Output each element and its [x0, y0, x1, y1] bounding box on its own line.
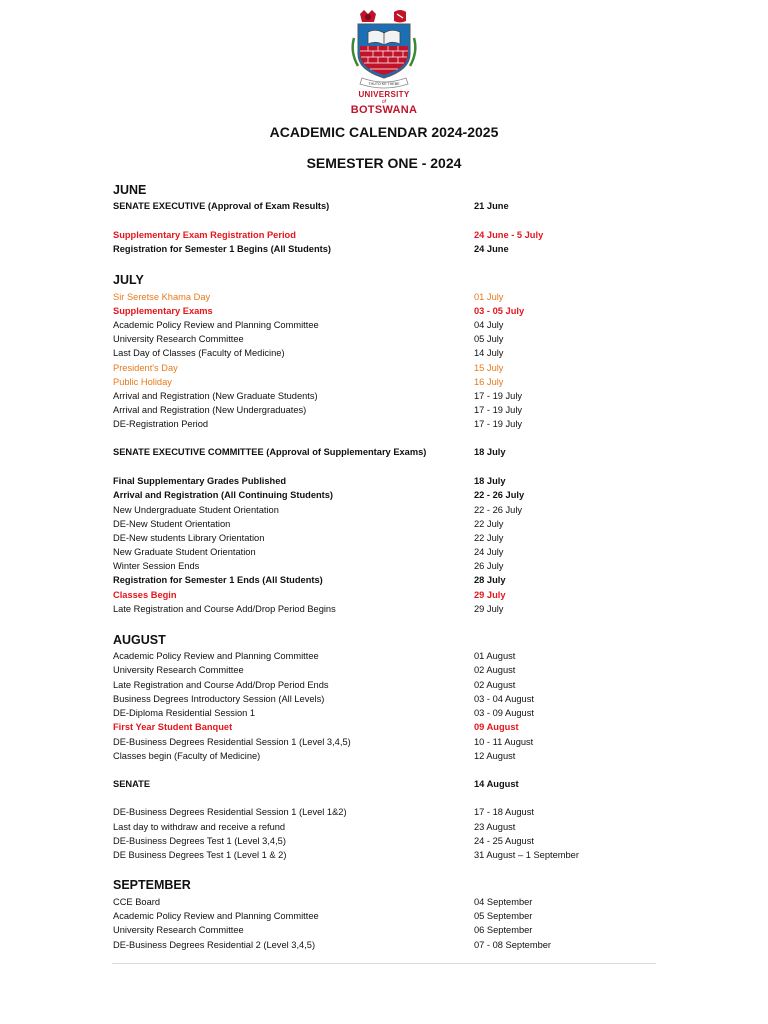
- event-date: 18 July: [474, 447, 506, 457]
- event-date: 17 - 19 July: [474, 391, 523, 401]
- event-date: 14 July: [474, 348, 504, 358]
- event-date: 29 July: [474, 604, 504, 614]
- calendar-row: [113, 304, 653, 318]
- calendar-row: [113, 834, 653, 848]
- logo-text-botswana: BOTSWANA: [350, 104, 418, 116]
- event-name: DE-Business Degrees Residential 2 (Level 3,4,5): [113, 940, 316, 950]
- event-name: Sir Seretse Khama Day: [113, 292, 211, 302]
- event-name: SENATE EXECUTIVE (Approval of Exam Results): [113, 201, 330, 211]
- calendar-row: [113, 777, 653, 791]
- calendar-row: [113, 559, 653, 573]
- event-date: 01 August: [474, 651, 516, 661]
- event-date: 26 July: [474, 561, 504, 571]
- event-name: Supplementary Exam Registration Period: [113, 230, 296, 240]
- university-crest-icon: [348, 8, 420, 90]
- event-name: Winter Session Ends: [113, 561, 200, 571]
- event-name: DE-Business Degrees Test 1 (Level 3,4,5): [113, 836, 286, 846]
- event-date: 17 - 18 August: [474, 807, 534, 817]
- event-name: DE-Business Degrees Residential Session 1 (Level 3,4,5): [113, 737, 351, 747]
- event-name: Late Registration and Course Add/Drop Period Begins: [113, 604, 336, 614]
- event-name: Arrival and Registration (All Continuing Students): [113, 490, 334, 500]
- event-name: DE-Business Degrees Residential Session 1 (Level 1&2): [113, 807, 347, 817]
- event-name: CCE Board: [113, 897, 161, 907]
- event-name: University Research Committee: [113, 925, 244, 935]
- event-date: 03 - 04 August: [474, 694, 534, 704]
- event-date: 24 July: [474, 547, 504, 557]
- calendar-row: [113, 375, 653, 389]
- event-name: Registration for Semester 1 Begins (All Students): [113, 244, 332, 254]
- event-name: Public Holiday: [113, 377, 172, 387]
- calendar-row: [113, 199, 653, 213]
- event-name: Academic Policy Review and Planning Committee: [113, 651, 319, 661]
- month-heading-june: JUNE: [113, 183, 147, 197]
- event-name: Late Registration and Course Add/Drop Period Ends: [113, 680, 329, 690]
- event-name: DE-New students Library Orientation: [113, 533, 265, 543]
- logo-motto: THUTO KE THEBE: [368, 82, 400, 86]
- event-date: 21 June: [474, 201, 509, 211]
- logo-text-university: UNIVERSITY: [358, 90, 410, 99]
- event-name: New Graduate Student Orientation: [113, 547, 256, 557]
- event-name: Academic Policy Review and Planning Committee: [113, 320, 319, 330]
- event-name: DE-New Student Orientation: [113, 519, 231, 529]
- calendar-row: [113, 923, 653, 937]
- event-date: 17 - 19 July: [474, 405, 523, 415]
- calendar-row: [113, 531, 653, 545]
- calendar-row: [113, 706, 653, 720]
- event-date: 04 July: [474, 320, 504, 330]
- calendar-row: [113, 228, 653, 242]
- event-name: Arrival and Registration (New Graduate Students): [113, 391, 318, 401]
- event-date: 31 August – 1 September: [474, 850, 579, 860]
- event-date: 06 September: [474, 925, 533, 935]
- month-heading-july: JULY: [113, 273, 144, 287]
- calendar-row: [113, 663, 653, 677]
- month-heading-september: SEPTEMBER: [113, 878, 191, 892]
- event-date: 07 - 08 September: [474, 940, 552, 950]
- event-date: 24 - 25 August: [474, 836, 534, 846]
- event-name: Classes begin (Faculty of Medicine): [113, 751, 261, 761]
- calendar-row: [113, 895, 653, 909]
- event-name: Last Day of Classes (Faculty of Medicine): [113, 348, 285, 358]
- calendar-row: [113, 692, 653, 706]
- calendar-row: [113, 678, 653, 692]
- event-date: 03 - 05 July: [474, 306, 525, 316]
- event-name: Classes Begin: [113, 590, 177, 600]
- event-name: Academic Policy Review and Planning Committee: [113, 911, 319, 921]
- event-name: DE-Diploma Residential Session 1: [113, 708, 256, 718]
- event-date: 23 August: [474, 822, 516, 832]
- calendar-row: [113, 938, 653, 952]
- event-date: 29 July: [474, 590, 506, 600]
- event-name: Final Supplementary Grades Published: [113, 476, 287, 486]
- event-date: 22 July: [474, 519, 504, 529]
- page-subtitle: SEMESTER ONE - 2024: [306, 155, 462, 171]
- calendar-row: [113, 290, 653, 304]
- month-heading-august: AUGUST: [113, 633, 166, 647]
- calendar-row: [113, 242, 653, 256]
- calendar-row: [113, 602, 653, 616]
- calendar-row: [113, 488, 653, 502]
- calendar-row: [113, 445, 653, 459]
- calendar-row: [113, 720, 653, 734]
- event-date: 02 August: [474, 680, 516, 690]
- event-name: University Research Committee: [113, 334, 244, 344]
- event-date: 12 August: [474, 751, 516, 761]
- page-title: ACADEMIC CALENDAR 2024-2025: [269, 124, 499, 140]
- event-date: 15 July: [474, 363, 504, 373]
- calendar-row: [113, 649, 653, 663]
- calendar-row: [113, 332, 653, 346]
- event-name: President's Day: [113, 363, 178, 373]
- calendar-row: [113, 735, 653, 749]
- event-name: DE-Registration Period: [113, 419, 209, 429]
- calendar-row: [113, 805, 653, 819]
- event-name: SENATE: [113, 779, 151, 789]
- event-date: 04 September: [474, 897, 533, 907]
- event-date: 03 - 09 August: [474, 708, 534, 718]
- logo-text-of: of: [381, 99, 387, 105]
- event-name: New Undergraduate Student Orientation: [113, 505, 279, 515]
- calendar-row: [113, 417, 653, 431]
- calendar-row: [113, 346, 653, 360]
- calendar-row: [113, 517, 653, 531]
- event-date: 18 July: [474, 476, 506, 486]
- event-name: Last day to withdraw and receive a refund: [113, 822, 286, 832]
- event-date: 14 August: [474, 779, 519, 789]
- event-name: Business Degrees Introductory Session (All Levels): [113, 694, 325, 704]
- page-divider: [112, 963, 656, 964]
- event-date: 22 - 26 July: [474, 490, 525, 500]
- event-date: 24 June - 5 July: [474, 230, 544, 240]
- event-date: 05 July: [474, 334, 504, 344]
- event-date: 01 July: [474, 292, 504, 302]
- calendar-row: [113, 848, 653, 862]
- event-date: 24 June: [474, 244, 509, 254]
- event-date: 10 - 11 August: [474, 737, 534, 747]
- event-name: University Research Committee: [113, 665, 244, 675]
- event-name: Arrival and Registration (New Undergraduates): [113, 405, 307, 415]
- event-name: Registration for Semester 1 Ends (All Students): [113, 575, 323, 585]
- calendar-row: [113, 503, 653, 517]
- calendar-row: [113, 749, 653, 763]
- calendar-row: [113, 389, 653, 403]
- calendar-row: [113, 545, 653, 559]
- calendar-row: [113, 403, 653, 417]
- calendar-row: [113, 474, 653, 488]
- event-date: 17 - 19 July: [474, 419, 523, 429]
- calendar-row: [113, 588, 653, 602]
- event-name: SENATE EXECUTIVE COMMITTEE (Approval of Supplementary Exams): [113, 447, 427, 457]
- event-date: 22 July: [474, 533, 504, 543]
- university-logo: [348, 8, 420, 120]
- event-date: 28 July: [474, 575, 506, 585]
- calendar-row: [113, 573, 653, 587]
- event-date: 09 August: [474, 722, 519, 732]
- event-date: 02 August: [474, 665, 516, 675]
- event-date: 05 September: [474, 911, 533, 921]
- calendar-row: [113, 820, 653, 834]
- event-date: 16 July: [474, 377, 504, 387]
- event-date: 22 - 26 July: [474, 505, 523, 515]
- calendar-row: [113, 318, 653, 332]
- event-name: DE Business Degrees Test 1 (Level 1 & 2): [113, 850, 287, 860]
- event-name: Supplementary Exams: [113, 306, 213, 316]
- event-name: First Year Student Banquet: [113, 722, 233, 732]
- calendar-row: [113, 361, 653, 375]
- calendar-row: [113, 909, 653, 923]
